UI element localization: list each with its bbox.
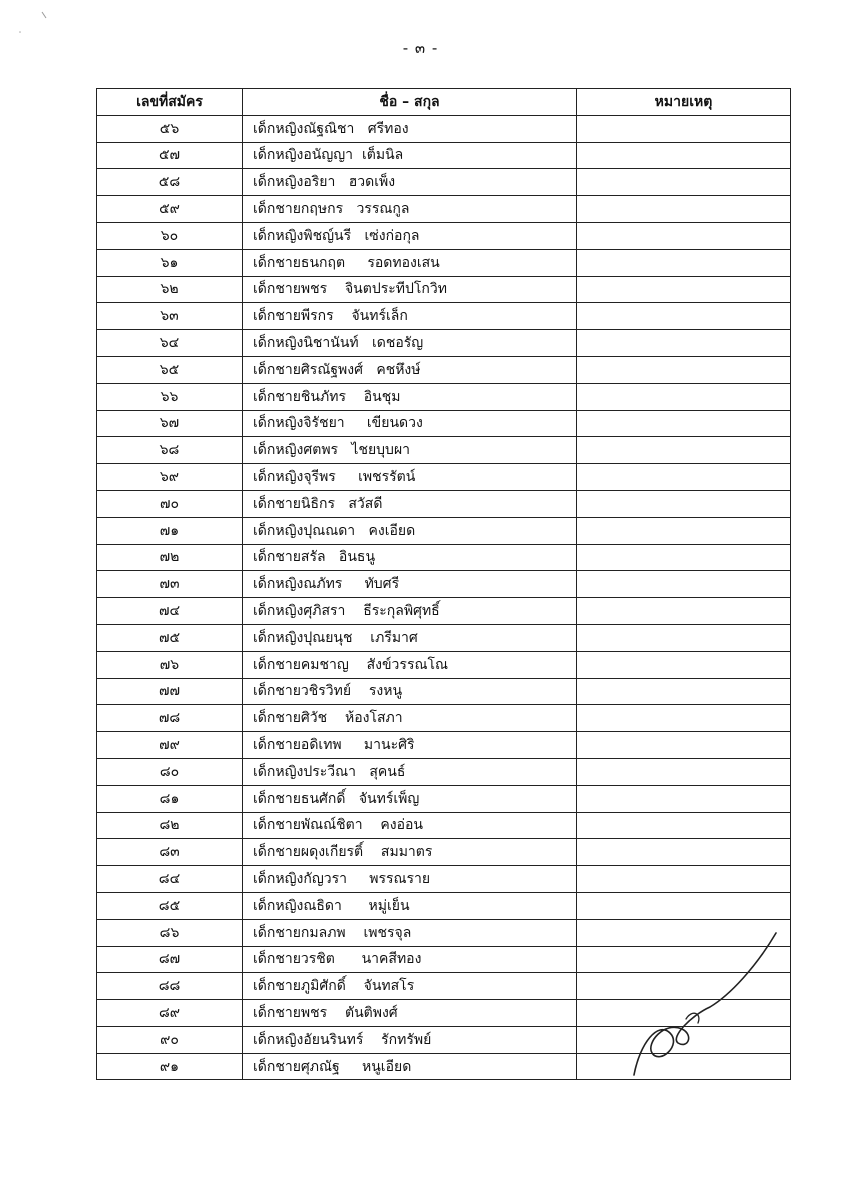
applicant-number-cell: ๖๔: [97, 330, 243, 357]
remarks-cell: [577, 785, 791, 812]
applicant-name-cell: เด็กชายธนศักดิ์ จันทร์เพ็ญ: [243, 785, 577, 812]
table-row: [97, 812, 791, 839]
applicant-name-cell: เด็กหญิงพิชญ์นรี เซ่งก่อกุล: [243, 222, 577, 249]
table-header-row: [97, 89, 791, 116]
applicant-number-cell: ๗๖: [97, 651, 243, 678]
table-row: [97, 624, 791, 651]
remarks-cell: [577, 866, 791, 893]
applicant-name-cell: เด็กหญิงจิรัชยา เขียนดวง: [243, 410, 577, 437]
table-row: [97, 839, 791, 866]
applicant-name-cell: เด็กชายศิรณัฐพงศ์ คชหึงษ์: [243, 356, 577, 383]
applicant-number-cell: ๕๘: [97, 169, 243, 196]
applicant-name-cell: เด็กชายพชร จินตประทีปโกวิท: [243, 276, 577, 303]
applicant-number-cell: ๘๒: [97, 812, 243, 839]
applicant-name-cell: เด็กหญิงศุภิสรา ธีระกุลพิศุทธิ์: [243, 598, 577, 625]
applicant-number-cell: ๕๗: [97, 142, 243, 169]
remarks-cell: [577, 758, 791, 785]
remarks-cell: [577, 169, 791, 196]
applicant-name-cell: เด็กชายธนกฤต รอดทองเสน: [243, 249, 577, 276]
applicant-name-cell: เด็กชายคมชาญ สังข์วรรณโณ: [243, 651, 577, 678]
table-row: [97, 785, 791, 812]
table-row: [97, 383, 791, 410]
table-row: [97, 303, 791, 330]
table-row: [97, 115, 791, 142]
applicant-number-cell: ๙๐: [97, 1026, 243, 1053]
applicant-name-cell: เด็กชายวรชิต นาคสีทอง: [243, 946, 577, 973]
applicant-name-cell: เด็กชายศุภณัฐ หนูเอียด: [243, 1053, 577, 1080]
applicant-number-cell: ๗๗: [97, 678, 243, 705]
remarks-cell: [577, 383, 791, 410]
remarks-cell: [577, 678, 791, 705]
table-row: [97, 169, 791, 196]
header-remarks: หมายเหตุ: [577, 89, 791, 116]
applicant-number-cell: ๘๙: [97, 1000, 243, 1027]
remarks-cell: [577, 732, 791, 759]
applicant-name-cell: เด็กหญิงจุรีพร เพชรรัตน์: [243, 464, 577, 491]
applicant-number-cell: ๘๓: [97, 839, 243, 866]
remarks-cell: [577, 705, 791, 732]
remarks-cell: [577, 410, 791, 437]
remarks-cell: [577, 330, 791, 357]
applicant-name-cell: เด็กหญิงอัยนรินทร์ รักทรัพย์: [243, 1026, 577, 1053]
applicant-name-cell: เด็กหญิงณัฐณิชา ศรีทอง: [243, 115, 577, 142]
applicant-name-cell: เด็กชายกมลภพ เพชรจุล: [243, 919, 577, 946]
handwritten-signature: [630, 925, 790, 1085]
table-row: [97, 651, 791, 678]
header-applicant-number: เลขที่สมัคร: [97, 89, 243, 116]
applicant-name-cell: เด็กชายสรัล อินธนู: [243, 544, 577, 571]
table-row: [97, 758, 791, 785]
applicant-number-cell: ๘๑: [97, 785, 243, 812]
applicant-number-cell: ๗๐: [97, 490, 243, 517]
remarks-cell: [577, 892, 791, 919]
applicant-number-cell: ๖๐: [97, 222, 243, 249]
table-row: [97, 678, 791, 705]
remarks-cell: [577, 464, 791, 491]
table-row: [97, 142, 791, 169]
remarks-cell: [577, 651, 791, 678]
applicant-number-cell: ๘๗: [97, 946, 243, 973]
applicant-number-cell: ๕๖: [97, 115, 243, 142]
applicant-number-cell: ๘๔: [97, 866, 243, 893]
table-row: [97, 705, 791, 732]
remarks-cell: [577, 437, 791, 464]
applicant-number-cell: ๘๐: [97, 758, 243, 785]
table-row: [97, 571, 791, 598]
remarks-cell: [577, 812, 791, 839]
table-row: [97, 276, 791, 303]
applicant-name-cell: เด็กหญิงณธิดา หมู่เย็น: [243, 892, 577, 919]
applicant-name-cell: เด็กชายผดุงเกียรติ์ สมมาตร: [243, 839, 577, 866]
applicant-number-cell: ๙๑: [97, 1053, 243, 1080]
remarks-cell: [577, 517, 791, 544]
table-row: [97, 544, 791, 571]
applicant-number-cell: ๖๙: [97, 464, 243, 491]
applicant-name-cell: เด็กหญิงอนัญญา เต็มนิล: [243, 142, 577, 169]
applicant-name-cell: เด็กชายชินภัทร อินชุม: [243, 383, 577, 410]
applicant-name-cell: เด็กชายอดิเทพ มานะศิริ: [243, 732, 577, 759]
remarks-cell: [577, 544, 791, 571]
table-row: [97, 732, 791, 759]
header-full-name: ชื่อ – สกุล: [243, 89, 577, 116]
page-number: - ๓ -: [402, 39, 439, 57]
table-row: [97, 892, 791, 919]
remarks-cell: [577, 222, 791, 249]
table-row: [97, 464, 791, 491]
table-row: [97, 249, 791, 276]
remarks-cell: [577, 303, 791, 330]
remarks-cell: [577, 276, 791, 303]
applicant-name-cell: เด็กชายนิธิกร สวัสดี: [243, 490, 577, 517]
applicant-name-cell: เด็กชายพีรกร จันทร์เล็ก: [243, 303, 577, 330]
remarks-cell: [577, 839, 791, 866]
applicant-name-cell: เด็กหญิงปุณณดา คงเอียด: [243, 517, 577, 544]
applicant-number-cell: ๗๘: [97, 705, 243, 732]
applicant-name-cell: เด็กชายภูมิศักดิ์ จันทสโร: [243, 973, 577, 1000]
applicant-name-cell: เด็กหญิงณภัทร ทับศรี: [243, 571, 577, 598]
remarks-cell: [577, 356, 791, 383]
applicant-name-cell: เด็กหญิงนิชานันท์ เดชอรัญ: [243, 330, 577, 357]
table-row: [97, 330, 791, 357]
table-row: [97, 490, 791, 517]
applicant-name-cell: เด็กชายกฤษกร วรรณกูล: [243, 196, 577, 223]
table-row: [97, 437, 791, 464]
remarks-cell: [577, 490, 791, 517]
table-row: [97, 196, 791, 223]
applicant-name-cell: เด็กหญิงปุณยนุช เภรีมาศ: [243, 624, 577, 651]
applicant-name-cell: เด็กหญิงประวีณา สุคนธ์: [243, 758, 577, 785]
applicant-number-cell: ๖๓: [97, 303, 243, 330]
applicant-name-cell: เด็กหญิงศตพร ไชยบุบผา: [243, 437, 577, 464]
applicant-number-cell: ๘๕: [97, 892, 243, 919]
table-row: [97, 410, 791, 437]
applicant-name-cell: เด็กชายวชิรวิทย์ รงหนู: [243, 678, 577, 705]
remarks-cell: [577, 624, 791, 651]
applicant-number-cell: ๖๑: [97, 249, 243, 276]
applicant-number-cell: ๖๗: [97, 410, 243, 437]
table-row: [97, 866, 791, 893]
applicant-number-cell: ๗๓: [97, 571, 243, 598]
table-row: [97, 222, 791, 249]
applicant-number-cell: ๘๘: [97, 973, 243, 1000]
applicant-number-cell: ๖๘: [97, 437, 243, 464]
applicant-number-cell: ๗๒: [97, 544, 243, 571]
applicant-number-cell: ๗๙: [97, 732, 243, 759]
applicant-name-cell: เด็กชายศิวัช ห้องโสภา: [243, 705, 577, 732]
applicant-name-cell: เด็กหญิงอริยา ฮวดเพ็ง: [243, 169, 577, 196]
applicant-number-cell: ๗๔: [97, 598, 243, 625]
table-row: [97, 356, 791, 383]
table-row: [97, 517, 791, 544]
remarks-cell: [577, 598, 791, 625]
applicant-number-cell: ๖๕: [97, 356, 243, 383]
applicant-name-cell: เด็กชายพชร ตันติพงศ์: [243, 1000, 577, 1027]
remarks-cell: [577, 115, 791, 142]
applicant-number-cell: ๗๑: [97, 517, 243, 544]
scan-speck-mark: [8, 8, 48, 38]
remarks-cell: [577, 249, 791, 276]
applicant-number-cell: ๖๖: [97, 383, 243, 410]
applicant-number-cell: ๕๙: [97, 196, 243, 223]
remarks-cell: [577, 142, 791, 169]
applicant-name-cell: เด็กชายพัณณ์ชิตา คงอ่อน: [243, 812, 577, 839]
applicant-number-cell: ๘๖: [97, 919, 243, 946]
applicant-number-cell: ๖๒: [97, 276, 243, 303]
applicant-number-cell: ๗๕: [97, 624, 243, 651]
remarks-cell: [577, 571, 791, 598]
remarks-cell: [577, 196, 791, 223]
table-row: [97, 598, 791, 625]
applicant-name-cell: เด็กหญิงกัญวรา พรรณราย: [243, 866, 577, 893]
